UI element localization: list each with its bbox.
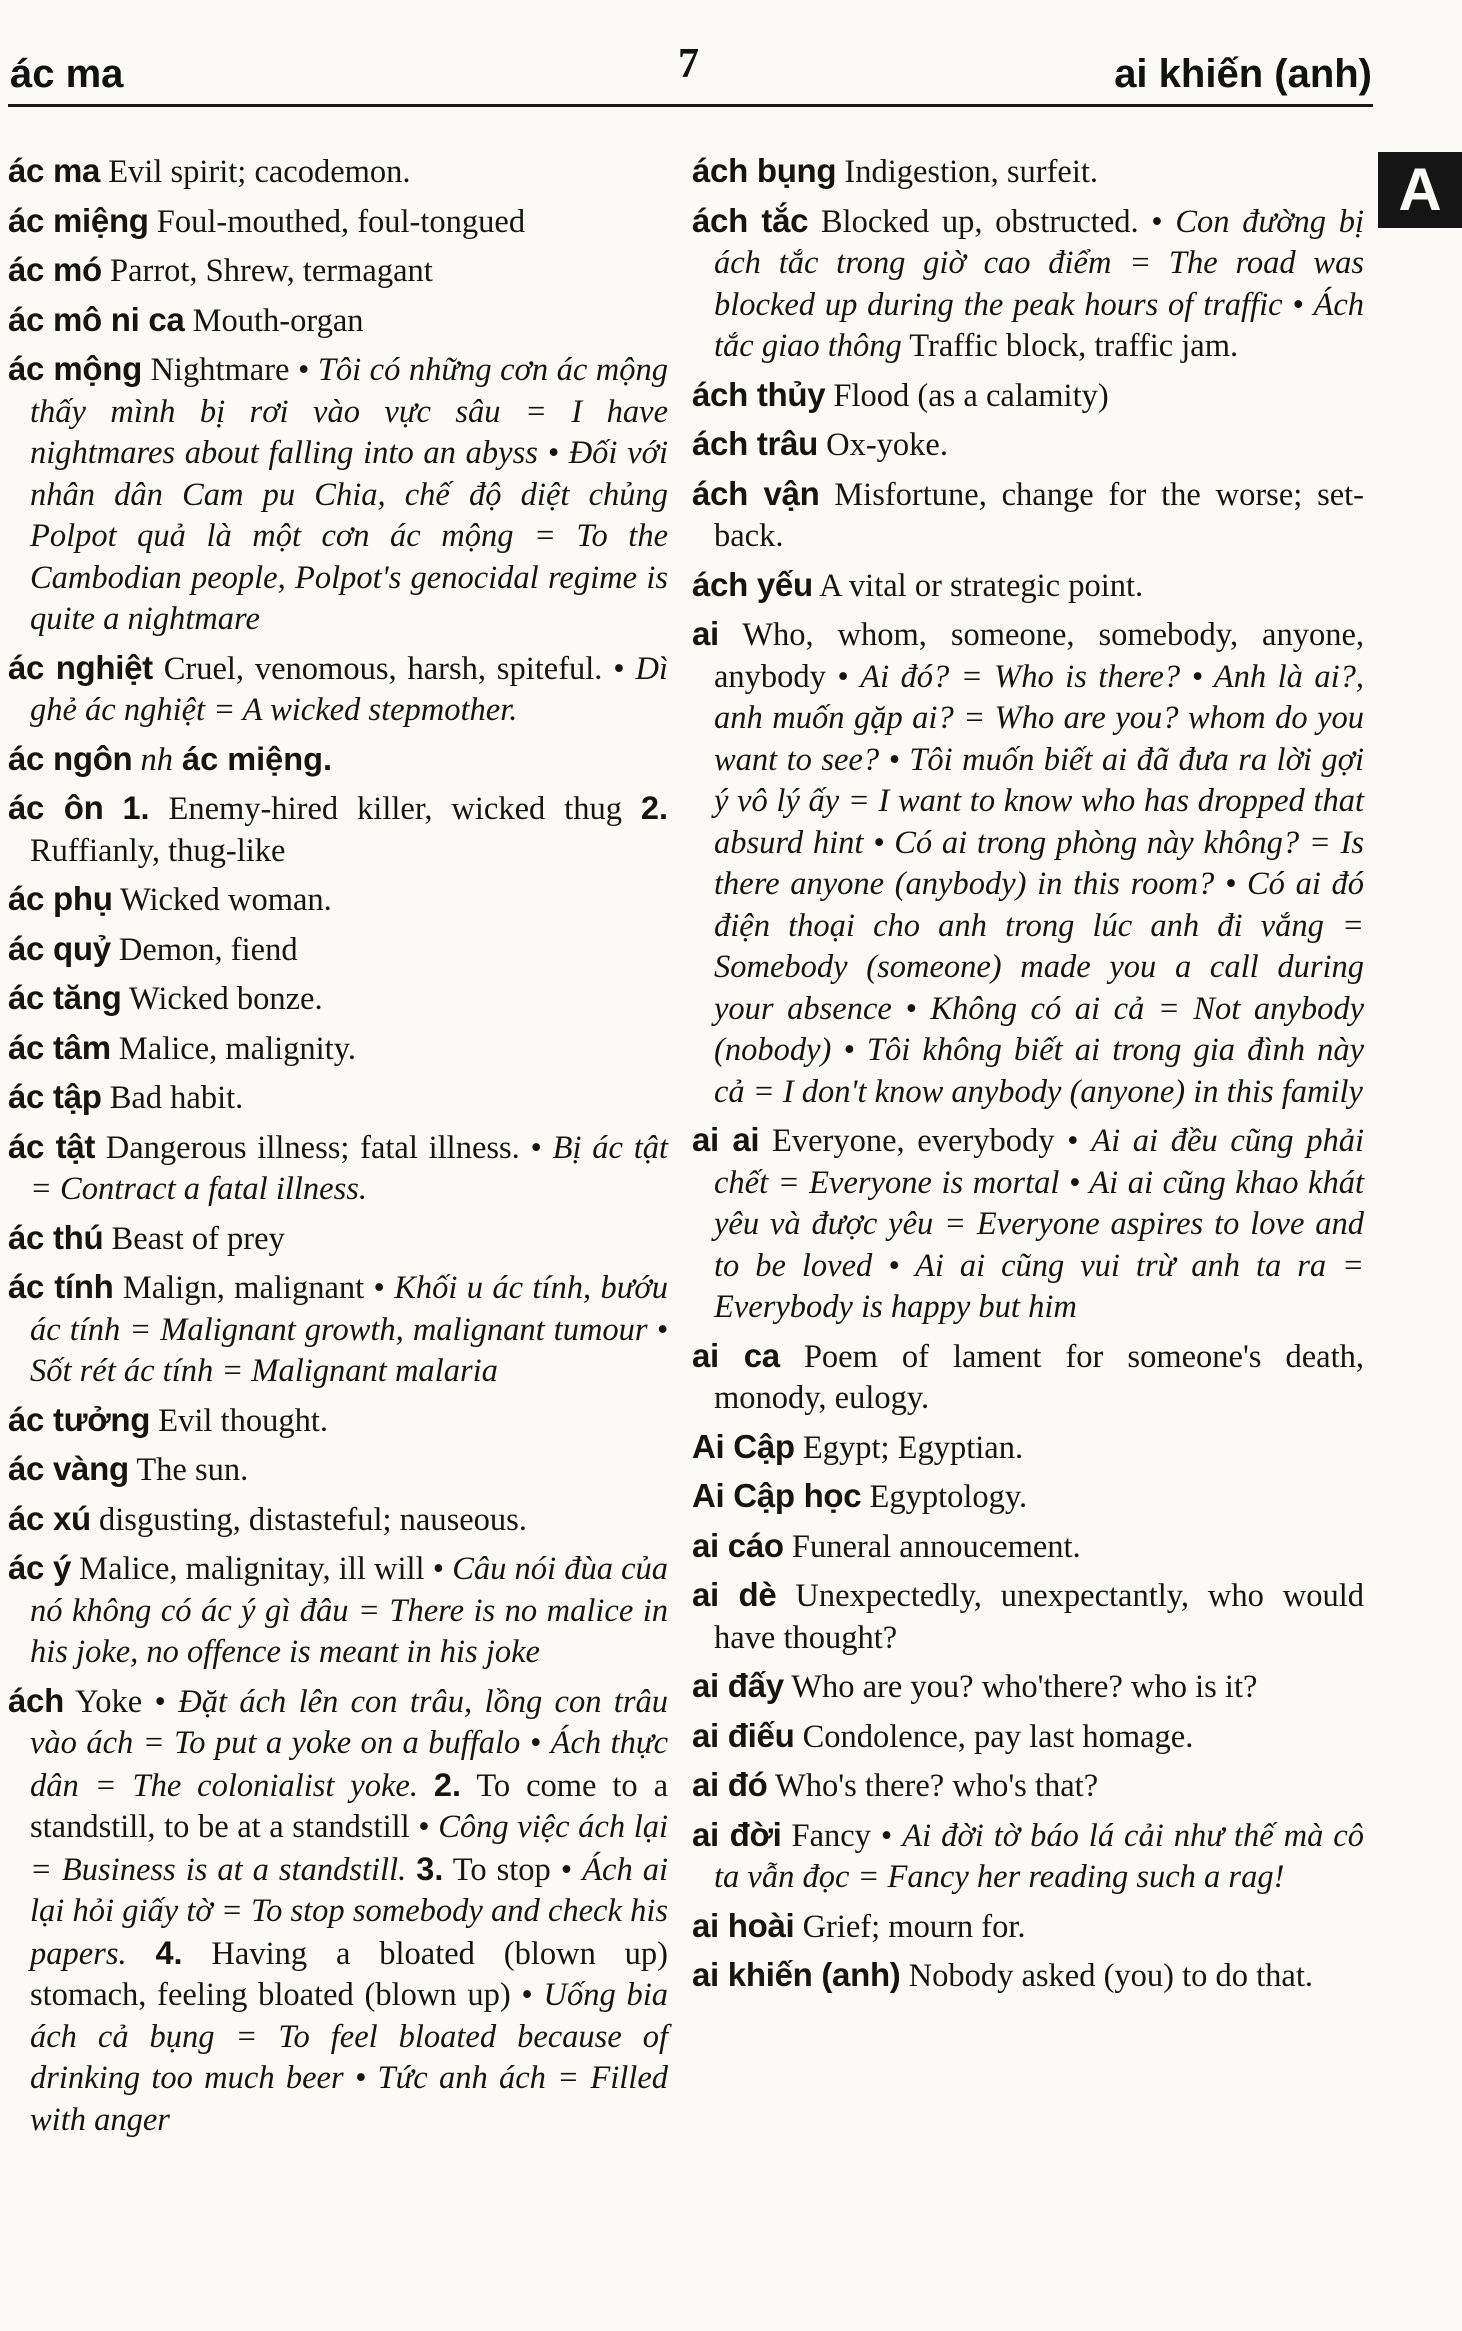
example-text: Ách ai lại hỏi giấy tờ = To stop somebody and check his papers. xyxy=(30,1851,668,1972)
entry-headword: ách vận xyxy=(692,474,820,512)
dictionary-entry xyxy=(692,1426,1364,1470)
bold-marker: 3. xyxy=(416,1850,444,1887)
entry-headword: ách yếu xyxy=(692,565,813,603)
definition-text: Grief; mourn for. xyxy=(794,1908,1026,1945)
dictionary-entry xyxy=(8,787,668,872)
entry-headword: ách xyxy=(8,1681,64,1719)
entry-headword: ác xú xyxy=(8,1499,91,1537)
definition-text: Poem of lament for someone's death, monody, eulogy. xyxy=(714,1338,1364,1416)
right-guide-word: ai khiến (anh) xyxy=(1114,52,1372,96)
dictionary-entry xyxy=(8,299,668,343)
definition-text xyxy=(104,791,123,827)
entry-headword: ách thủy xyxy=(692,375,826,413)
definition-text: Malice, malignity. xyxy=(110,1030,356,1067)
definition-text: Dangerous illness; fatal illness. • xyxy=(95,1129,553,1166)
definition-text: Malign, malignant • xyxy=(113,1270,395,1306)
definition-text: Wicked woman. xyxy=(112,882,332,918)
definition-text: A vital or strategic point. xyxy=(812,567,1144,604)
entry-headword: ác ý xyxy=(8,1549,72,1586)
definition-text: Funeral annoucement. xyxy=(783,1528,1081,1565)
example-text: Bị ác tật = Contract a fatal illness. xyxy=(30,1129,669,1207)
definition-text: Wicked bonze. xyxy=(121,981,323,1017)
entry-headword: ai ca xyxy=(692,1336,780,1374)
entry-headword: ác tâm xyxy=(8,1028,111,1066)
definition-text: Egyptology. xyxy=(861,1479,1028,1515)
entry-headword: ai cáo xyxy=(692,1526,784,1564)
entry-headword: ai ai xyxy=(692,1121,760,1158)
dictionary-entry xyxy=(692,200,1364,368)
definition-text: Flood (as a calamity) xyxy=(825,377,1109,414)
dictionary-entry xyxy=(692,473,1364,558)
dictionary-entry xyxy=(692,423,1364,467)
dictionary-entry xyxy=(8,1076,668,1120)
entry-headword: ai khiến (anh) xyxy=(692,1956,901,1993)
dictionary-entry xyxy=(8,738,668,782)
example-text: Đặt ách lên con trâu, lồng con trâu vào ách = To put a yoke on a buffalo • Ách thực dân = The colonialist yoke. xyxy=(30,1683,668,1804)
definition-text: Nobody asked (you) to do that. xyxy=(900,1958,1314,1994)
page-number: 7 xyxy=(678,41,699,87)
entry-headword: ác ma xyxy=(8,152,101,189)
definition-text: Ox-yoke. xyxy=(817,427,948,463)
definition-text: Evil spirit; cacodemon. xyxy=(100,154,411,190)
entry-headword: ác vàng xyxy=(8,1450,129,1487)
example-text: Ai đời tờ báo lá cải như thế mà cô ta vẫn đọc = Fancy her reading such a rag! xyxy=(714,1817,1364,1895)
example-text: Tôi có những cơn ác mộng thấy mình bị rơi vào vực sâu = I have nightmares about falling into an abyss • Đối với nhân dân Cam pu Chia, chế độ diệt chủng Polpot quả là một cơn ác mộng = To the Cambodian people, Polpot's genocidal regime is quite a nightmare xyxy=(30,352,668,637)
entry-headword: Ai Cập xyxy=(692,1427,795,1465)
entry-headword: ác tăng xyxy=(8,979,122,1016)
definition-text: Indigestion, surfeit. xyxy=(836,154,1099,190)
definition-text: Who's there? who's that? xyxy=(767,1768,1099,1804)
dictionary-entry xyxy=(8,1498,668,1542)
dictionary-entry xyxy=(8,150,668,194)
dictionary-entry xyxy=(692,1525,1364,1569)
dictionary-entry xyxy=(8,977,668,1021)
definition-text: Evil thought. xyxy=(150,1402,328,1439)
entry-headword: ách bụng xyxy=(692,152,837,189)
entry-headword: ác ngôn xyxy=(8,739,133,777)
example-text: nh xyxy=(140,741,174,778)
definition-text: Having a bloated (blown up) stomach, feeling bloated (blown up) • xyxy=(30,1935,669,2013)
dictionary-entry xyxy=(692,1814,1364,1899)
dictionary-entry xyxy=(8,1266,668,1393)
header-rule xyxy=(8,104,1373,107)
example-text: Câu nói đùa của nó không có ác ý gì đâu = There is no malice in his joke, no offence is meant in his joke xyxy=(30,1551,669,1670)
definition-text: Beast of prey xyxy=(103,1220,285,1257)
definition-text: Yoke • xyxy=(63,1683,179,1720)
entry-headword: ác quỷ xyxy=(8,929,111,967)
definition-text: Traffic block, traffic jam. xyxy=(901,328,1239,364)
entry-headword: ác tật xyxy=(8,1127,96,1165)
bold-marker: 2. xyxy=(433,1766,461,1803)
definition-text: Mouth-organ xyxy=(184,302,364,339)
definition-text: To come to a standstill, to be at a standstill • xyxy=(30,1767,668,1845)
definition-text: Parrot, Shrew, termagant xyxy=(101,253,433,289)
left-guide-word: ác ma xyxy=(10,52,124,96)
entry-headword: ác phụ xyxy=(8,880,113,917)
example-text: Ai đó? = Who is there? • Anh là ai?, anh muốn gặp ai? = Who are you? whom do you want to see? • Tôi muốn biết ai đã đưa ra lời gợi ý vô lý ấy = I want to know who has dropped that absurd hint • Có ai trong phòng này không? = Is there anyone (anybody) in this room? • Có ai đó điện thoại cho anh trong lúc anh đi vắng = Somebody (someone) made you a call during your absence • Không có ai cả = Not anybody (nobody) • Tôi không biết ai trong gia đình này cả = I don't know anybody (anyone) in this family xyxy=(714,658,1364,1110)
definition-text: Enemy-hired killer, wicked thug xyxy=(149,791,641,827)
definition-text: The sun. xyxy=(128,1452,249,1488)
definition-text: disgusting, distasteful; nauseous. xyxy=(90,1501,527,1538)
definition-text xyxy=(406,1852,416,1888)
dictionary-entry xyxy=(8,1126,668,1211)
dictionary-entry xyxy=(692,1764,1364,1808)
definition-text xyxy=(127,1936,156,1972)
definition-text: Fancy • xyxy=(781,1817,903,1854)
dictionary-entry xyxy=(692,1715,1364,1759)
dictionary-entry xyxy=(692,1905,1364,1949)
entry-headword: ách tắc xyxy=(692,201,809,239)
dictionary-entry xyxy=(692,1574,1364,1659)
entry-headword: Ai Cập học xyxy=(692,1477,862,1514)
dictionary-entry xyxy=(8,878,668,922)
entry-headword: ác mó xyxy=(8,251,102,288)
entry-headword: ai dè xyxy=(692,1576,777,1613)
dictionary-entry xyxy=(8,1547,668,1674)
entry-headword: ai đời xyxy=(692,1815,782,1853)
definition-text: Egypt; Egyptian. xyxy=(794,1429,1024,1466)
dictionary-entry xyxy=(692,1665,1364,1709)
example-text: Uống bia ách cả bụng = To feel bloated because of drinking too much beer • Tức anh ách = Filled with anger xyxy=(30,1977,668,2138)
dictionary-entry xyxy=(8,200,668,244)
entry-headword: ác thú xyxy=(8,1218,104,1256)
dictionary-entry xyxy=(692,1954,1364,1998)
dictionary-entry xyxy=(692,1119,1364,1329)
dictionary-entry xyxy=(692,150,1364,194)
bold-marker: 1. xyxy=(122,790,150,826)
definition-text: Unexpectedly, unexpectantly, who would have thought? xyxy=(714,1578,1364,1656)
definition-text: Demon, fiend xyxy=(110,931,298,968)
definition-text: Ruffianly, thug-like xyxy=(30,832,286,869)
entry-headword: ác mô ni ca xyxy=(8,300,185,338)
example-text: Công việc ách lại = Business is at a standstill. xyxy=(30,1809,669,1888)
definition-text: To stop • xyxy=(443,1851,583,1888)
definition-text: Condolence, pay last homage. xyxy=(794,1718,1194,1755)
entry-headword: ai đó xyxy=(692,1766,768,1803)
definition-text: Cruel, venomous, harsh, spiteful. • xyxy=(152,650,636,687)
definition-text: Everyone, everybody • xyxy=(759,1123,1092,1159)
entry-headword: ác nghiệt xyxy=(8,648,153,686)
entry-headword: ai điếu xyxy=(692,1716,795,1754)
entry-headword: ác miệng xyxy=(8,201,149,239)
dictionary-entry xyxy=(692,1335,1364,1420)
dictionary-entry xyxy=(8,348,668,641)
entry-headword: ách trâu xyxy=(692,425,818,462)
bold-marker: 4. xyxy=(155,1934,183,1971)
definition-text xyxy=(418,1768,434,1804)
definition-text: Malice, malignitay, ill will • xyxy=(71,1551,453,1587)
left-column xyxy=(8,150,668,2147)
example-text: Ai ai đều cũng phải chết = Everyone is mortal • Ai ai cũng khao khát yêu và được yêu = Everyone aspires to love and to be loved • Ai ai cũng vui trừ anh ta ra = Everybody is happy but him xyxy=(714,1123,1364,1325)
dictionary-entry xyxy=(692,374,1364,418)
definition-text: Who are you? who'there? who is it? xyxy=(783,1669,1258,1705)
definition-text: Who, whom, someone, somebody, anyone, anybody • xyxy=(714,617,1364,695)
definition-text: Misfortune, change for the worse; set-back. xyxy=(714,476,1364,554)
example-text: Dì ghẻ ác nghiệt = A wicked stepmother. xyxy=(30,650,668,728)
definition-text: Blocked up, obstructed. • xyxy=(808,203,1176,240)
right-column xyxy=(692,150,1364,2004)
dictionary-entry xyxy=(692,1475,1364,1519)
dictionary-entry xyxy=(8,1217,668,1261)
definition-text: Foul-mouthed, foul-tongued xyxy=(148,203,526,240)
entry-headword: ai xyxy=(692,615,719,652)
entry-headword: ai đấy xyxy=(692,1667,784,1704)
bold-marker: 2. xyxy=(640,790,668,826)
example-text: Khối u ác tính, bướu ác tính = Malignant growth, malignant tumour • Sốt rét ác tính = Malignant malaria xyxy=(30,1270,669,1389)
entry-headword: ác mộng xyxy=(8,350,142,387)
definition-text: Bad habit. xyxy=(101,1080,244,1116)
dictionary-entry xyxy=(8,1399,668,1443)
dictionary-entry xyxy=(692,613,1364,1113)
entry-headword: ác tính xyxy=(8,1268,114,1305)
dictionary-entry xyxy=(8,647,668,732)
dictionary-entry xyxy=(8,1027,668,1071)
dictionary-entry xyxy=(8,1680,668,2142)
entry-headword: ác tập xyxy=(8,1078,102,1115)
dictionary-entry xyxy=(692,564,1364,608)
definition-text xyxy=(132,742,140,778)
entry-headword: ác ôn xyxy=(8,789,104,826)
definition-text: Nightmare • xyxy=(141,352,318,388)
dictionary-entry xyxy=(8,928,668,972)
dictionary-entry xyxy=(8,1448,668,1492)
bold-marker: ác miệng. xyxy=(173,740,332,777)
example-text: Con đường bị ách tắc trong giờ cao điểm = The road was blocked up during the peak hours of traffic • Ách tắc giao thông xyxy=(714,203,1364,364)
dictionary-entry xyxy=(8,249,668,293)
entry-headword: ai hoài xyxy=(692,1906,795,1944)
entry-headword: ác tưởng xyxy=(8,1400,151,1438)
section-letter-tab: A xyxy=(1378,152,1462,228)
